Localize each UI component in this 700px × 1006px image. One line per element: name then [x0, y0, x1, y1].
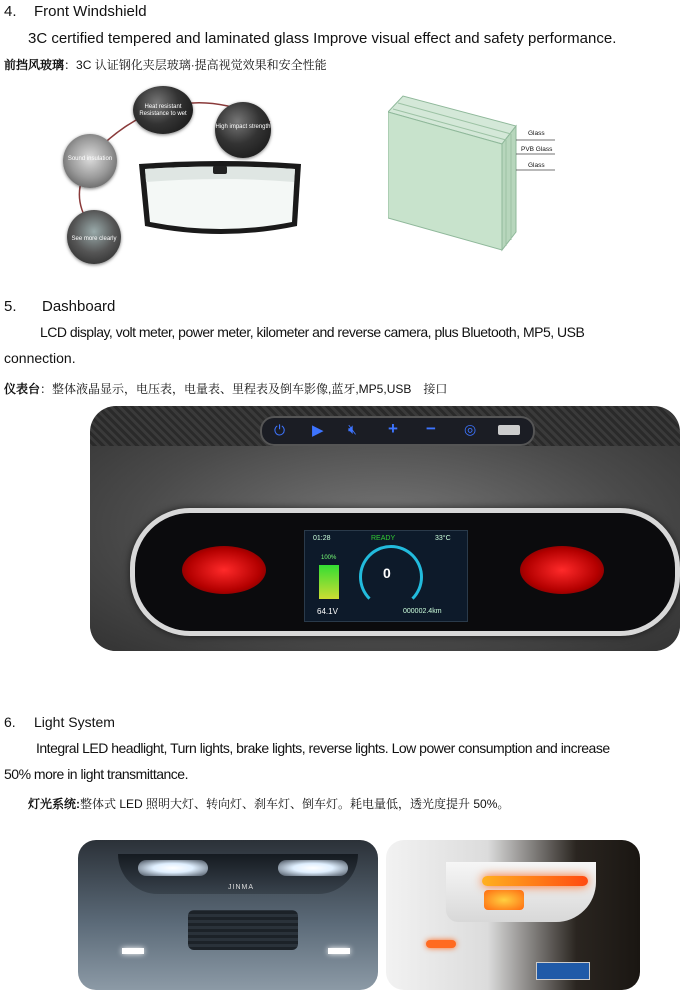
- section-6-title: Light System: [34, 714, 115, 730]
- section-5-cn-text: ：整体液晶显示，电压表，电量表、里程表及倒车影像,蓝牙,MP5,USB 接口: [40, 382, 448, 396]
- heat-resistant-label: Heat resistant Resistance to wet: [139, 104, 187, 117]
- sound-insulation-label: Sound insulation: [67, 156, 113, 162]
- screen-ready: READY: [371, 535, 396, 542]
- screen-battery-percent: 100%: [321, 555, 337, 561]
- taillight-photo: [386, 840, 640, 990]
- reflector-light: [426, 940, 456, 948]
- see-clearly-label: See more clearly: [71, 236, 117, 242]
- left-headlight: [138, 860, 208, 876]
- right-headlight: [278, 860, 348, 876]
- windshield-icon: [131, 160, 311, 250]
- screen-voltage: 64.1V: [317, 607, 338, 616]
- front-grille: [188, 910, 298, 950]
- screen-odometer-unit: km: [432, 608, 442, 615]
- section-6-cn-description: [28, 795, 509, 812]
- section-4-title: Front Windshield: [34, 3, 147, 20]
- section-4-heading: [4, 3, 147, 20]
- screen-speed: 0: [383, 565, 391, 581]
- right-fog-light: [328, 948, 350, 954]
- turn-light: [484, 890, 524, 910]
- headlight-photo: [78, 840, 378, 990]
- section-6-cn-label: 灯光系统:: [28, 797, 80, 811]
- glass-layer-label-top: Glass: [528, 130, 545, 137]
- section-5-number: 5.: [4, 298, 17, 315]
- left-flame-logo: [182, 546, 266, 594]
- section-4-cn-text: ：3C 认证钢化夹层玻璃·提高视觉效果和安全性能: [64, 58, 327, 72]
- glass-layer-label-bottom: Glass: [528, 162, 545, 169]
- section-4-cn-label: 前挡风玻璃: [4, 58, 65, 72]
- brake-light-bar: [482, 876, 588, 886]
- dashboard-control-strip: [260, 416, 535, 446]
- section-6-number: 6.: [4, 714, 16, 730]
- volume-down-icon: −: [426, 419, 436, 438]
- screen-temperature: 33°C: [435, 535, 451, 542]
- impact-strength-badge: [215, 102, 271, 158]
- screen-odometer: [403, 608, 442, 615]
- section-6-description-line2: 50% more in light transmittance.: [4, 766, 188, 782]
- section-5-cn-description: [4, 380, 447, 397]
- dashboard-photo: [90, 406, 680, 651]
- mode-icon: ◎: [464, 421, 477, 437]
- speedometer-dial: [359, 545, 423, 609]
- screen-odometer-value: 000002.4: [403, 608, 433, 615]
- section-6-heading: [4, 714, 115, 730]
- section-4-description: 3C certified tempered and laminated glass Improve visual effect and safety performance.: [28, 30, 617, 47]
- heat-resistant-badge: [133, 86, 193, 134]
- right-flame-logo: [520, 546, 604, 594]
- section-5-description-line1: LCD display, volt meter, power meter, kilometer and reverse camera, plus Bluetooth, MP5, USB: [40, 324, 585, 340]
- pvb-layer-label: PVB Glass: [521, 146, 553, 153]
- section-5-cn-label: 仪表台: [4, 382, 41, 396]
- play-icon: ▶: [312, 422, 324, 439]
- section-4-cn-description: [4, 56, 327, 73]
- battery-level-bar: [319, 565, 339, 599]
- left-fog-light: [122, 948, 144, 954]
- brand-plate: JINMA: [228, 884, 254, 891]
- section-4-number: 4.: [4, 3, 17, 20]
- lcd-screen: [304, 530, 468, 622]
- section-5-description-line2: connection.: [4, 350, 76, 366]
- laminated-glass-diagram: [388, 92, 563, 252]
- section-6-description-line1: Integral LED headlight, Turn lights, brake lights, reverse lights. Low power consumption and increase: [36, 740, 610, 756]
- license-plate: [536, 962, 590, 980]
- power-icon: ⏻: [274, 422, 286, 438]
- screen-time: 01:28: [313, 535, 331, 542]
- glass-layers-icon: [388, 92, 563, 252]
- sound-insulation-badge: [63, 134, 117, 188]
- volume-up-icon: +: [388, 419, 398, 438]
- see-clearly-badge: [67, 210, 121, 264]
- section-5-heading: [4, 298, 115, 315]
- windshield-features-figure: [55, 82, 315, 268]
- section-6-cn-text: 整体式 LED 照明大灯、转向灯、刹车灯、倒车灯。耗电量低，透光度提升 50%。: [80, 797, 510, 811]
- impact-strength-label: High impact strength: [215, 124, 271, 130]
- section-5-title: Dashboard: [42, 298, 116, 315]
- mute-icon: 🔇︎: [348, 421, 357, 437]
- usb-port-icon: [498, 425, 520, 435]
